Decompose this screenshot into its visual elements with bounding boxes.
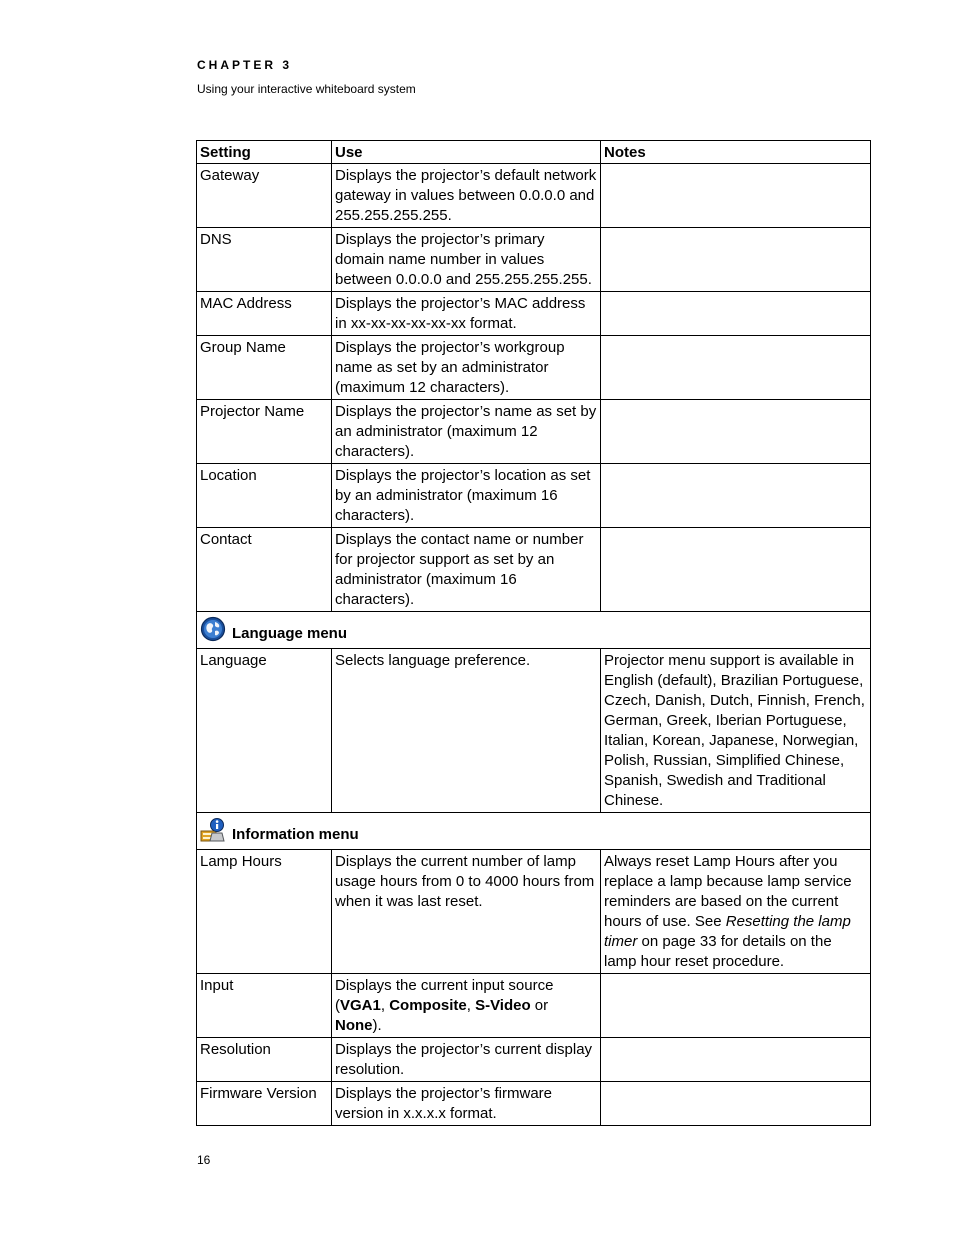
setting-cell: Resolution <box>197 1038 332 1082</box>
use-cell: Displays the current number of lamp usage hours from 0 to 4000 hours from when it was last reset. <box>332 850 601 974</box>
notes-cell <box>601 974 871 1038</box>
section-heading-information <box>197 813 871 850</box>
setting-cell: Contact <box>197 528 332 612</box>
notes-cell <box>601 464 871 528</box>
notes-cell <box>601 528 871 612</box>
globe-icon <box>200 616 226 648</box>
table-row <box>197 464 871 528</box>
use-cell: Displays the projector’s current display resolution. <box>332 1038 601 1082</box>
notes-cell <box>601 228 871 292</box>
input-option: S-Video <box>475 997 531 1014</box>
section-row-information <box>197 813 871 850</box>
use-text: ). <box>372 1017 382 1034</box>
page-number: 16 <box>197 1153 211 1167</box>
setting-cell: Firmware Version <box>197 1082 332 1126</box>
table-row <box>197 1082 871 1126</box>
table-row <box>197 1038 871 1082</box>
notes-text: Always reset Lamp Hours after you replace a lamp because lamp service reminders are based on the current hours of use. See <box>604 853 852 930</box>
use-cell: Displays the projector’s workgroup name as set by an administrator (maximum 12 characters). <box>332 336 601 400</box>
separator: , <box>380 997 390 1014</box>
separator: , <box>466 997 476 1014</box>
setting-cell: Location <box>197 464 332 528</box>
setting-cell: Input <box>197 974 332 1038</box>
cross-reference-link[interactable]: Resetting the lamp timer <box>604 913 851 950</box>
setting-cell: MAC Address <box>197 292 332 336</box>
notes-cell <box>601 850 871 974</box>
section-title: Information menu <box>232 826 359 843</box>
setting-cell: Language <box>197 649 332 813</box>
use-cell: Displays the projector’s name as set by an administrator (maximum 12 characters). <box>332 400 601 464</box>
notes-cell <box>601 1038 871 1082</box>
notes-cell <box>601 336 871 400</box>
section-heading-language <box>197 612 871 649</box>
use-cell: Displays the contact name or number for projector support as set by an administrator (maximum 16 characters). <box>332 528 601 612</box>
table-row <box>197 528 871 612</box>
table-row <box>197 164 871 228</box>
setting-cell: Gateway <box>197 164 332 228</box>
column-header-notes: Notes <box>601 141 871 164</box>
table-row <box>197 400 871 464</box>
notes-cell: Projector menu support is available in English (default), Brazilian Portuguese, Czech, Danish, Dutch, Finnish, French, German, Greek, Iberian Portuguese, Italian, Korean, Japanese, Norwegian, Polish, Russian, Simplified Chinese, Spanish, Swedish and Traditional Chinese. <box>601 649 871 813</box>
notes-cell <box>601 1082 871 1126</box>
separator: or <box>530 997 549 1014</box>
use-cell: Displays the projector’s location as set by an administrator (maximum 16 characters). <box>332 464 601 528</box>
notes-cell <box>601 400 871 464</box>
table-row <box>197 649 871 813</box>
table-row <box>197 336 871 400</box>
notes-cell <box>601 164 871 228</box>
section-row-language <box>197 612 871 649</box>
input-option: Composite <box>389 997 467 1014</box>
section-title: Language menu <box>232 625 348 642</box>
use-cell: Selects language preference. <box>332 649 601 813</box>
setting-cell: Projector Name <box>197 400 332 464</box>
settings-table <box>196 140 871 1126</box>
use-cell: Displays the projector’s firmware version in x.x.x.x format. <box>332 1082 601 1126</box>
use-cell: Displays the projector’s MAC address in xx-xx-xx-xx-xx-xx format. <box>332 292 601 336</box>
input-option: VGA1 <box>340 997 381 1014</box>
use-text: Displays the current input source ( <box>335 977 554 1014</box>
column-header-setting: Setting <box>197 141 332 164</box>
input-option: None <box>335 1017 373 1034</box>
information-icon <box>200 817 226 849</box>
notes-text: on page 33 for details on the lamp hour reset procedure. <box>604 933 832 970</box>
table-row <box>197 850 871 974</box>
table-row <box>197 228 871 292</box>
notes-cell <box>601 292 871 336</box>
use-cell: Displays the projector’s default network gateway in values between 0.0.0.0 and 255.255.255.255. <box>332 164 601 228</box>
column-header-use: Use <box>332 141 601 164</box>
chapter-subtitle: Using your interactive whiteboard system <box>197 82 416 96</box>
table-row <box>197 292 871 336</box>
use-cell: Displays the projector’s primary domain name number in values between 0.0.0.0 and 255.255.255.255. <box>332 228 601 292</box>
use-cell <box>332 974 601 1038</box>
chapter-heading: CHAPTER 3 <box>197 58 293 72</box>
setting-cell: Group Name <box>197 336 332 400</box>
table-row <box>197 974 871 1038</box>
setting-cell: Lamp Hours <box>197 850 332 974</box>
setting-cell: DNS <box>197 228 332 292</box>
table-header-row <box>197 141 871 164</box>
